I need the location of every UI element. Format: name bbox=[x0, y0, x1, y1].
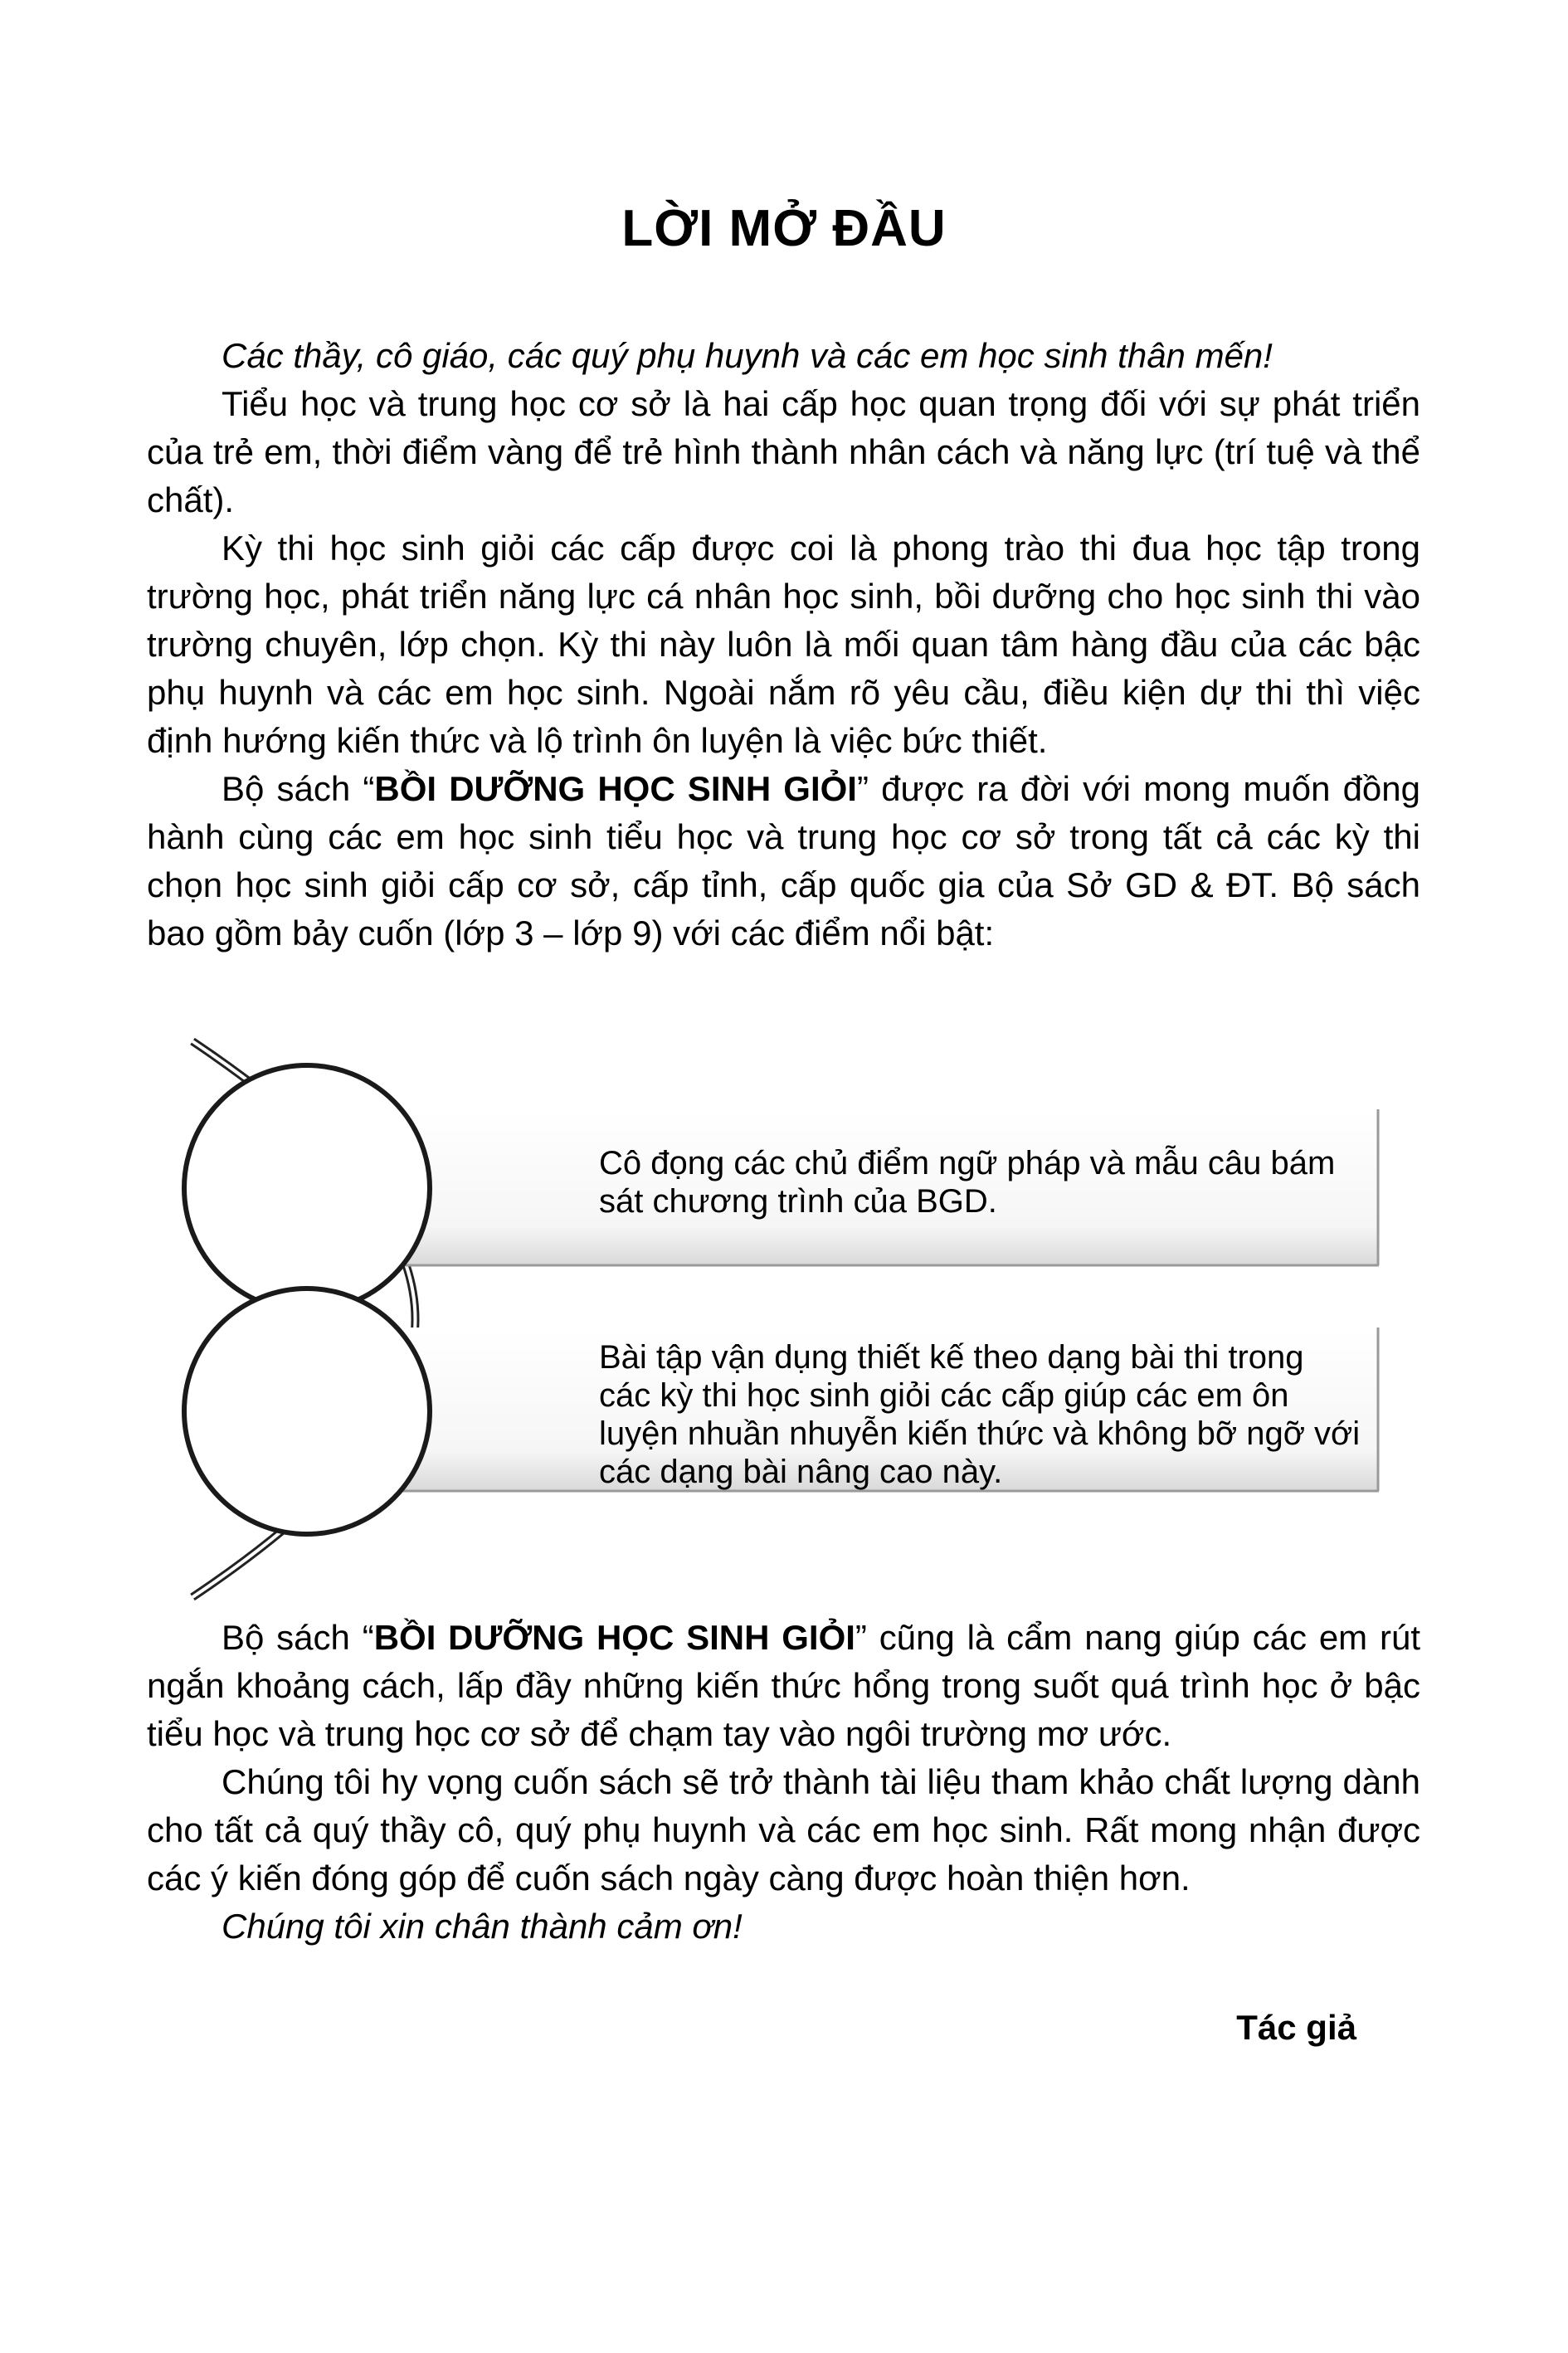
greeting: Các thầy, cô giáo, các quý phụ huynh và các em học sinh thân mến! bbox=[222, 336, 1273, 375]
text-run: Bộ sách “ bbox=[222, 1618, 374, 1657]
book-name: BỒI DƯỠNG HỌC SINH GIỎI bbox=[374, 769, 857, 808]
intro-paragraph-1: Tiểu học và trung học cơ sở là hai cấp học quan trọng đối với sự phát triển của trẻ em, thời điểm vàng để trẻ hình thành nhân cách và năng lực (trí tuệ và thể chất). bbox=[147, 384, 1420, 519]
outro-paragraph-2: Chúng tôi hy vọng cuốn sách sẽ trở thành tài liệu tham khảo chất lượng dành cho tất cả quý thầy cô, quý phụ huynh và các em học sinh. Rất mong nhận được các ý kiến đóng góp để cuốn sách ngày càng được hoàn thiện hơn. bbox=[147, 1762, 1420, 1898]
features-diagram bbox=[174, 1033, 1385, 1605]
feature-text: Bài tập vận dụng thiết kế theo dạng bài thi trong các kỳ thi học sinh giỏi các cấp giúp các em ôn luyện nhuần nhuyễn kiến thức và không bỡ ngỡ với các dạng bài nâng cao này. bbox=[599, 1339, 1361, 1490]
intro-paragraph-3 bbox=[147, 765, 1420, 957]
intro-section bbox=[147, 332, 1420, 957]
text-run: Bộ sách “ bbox=[222, 769, 375, 808]
feature-circle-2 bbox=[184, 1289, 430, 1534]
author-signature: Tác giả bbox=[1236, 2008, 1356, 2047]
text-run: ” cũng là cẩm nang giúp các em rút ngắn khoảng cách, lấp đầy những kiến thức hổng trong suốt quá trình học ở bậc tiểu học và trung học cơ sở để chạm tay vào ngôi trường mơ ước. bbox=[147, 1618, 1420, 1753]
feature-text: Cô đọng các chủ điểm ngữ pháp và mẫu câu bám sát chương trình của BGD. bbox=[599, 1145, 1336, 1220]
page-title: LỜI MỞ ĐẦU bbox=[621, 200, 947, 257]
closing-line: Chúng tôi xin chân thành cảm ơn! bbox=[222, 1907, 743, 1946]
feature-item bbox=[581, 1108, 1379, 1265]
book-name: BỒI DƯỠNG HỌC SINH GIỎI bbox=[373, 1618, 855, 1657]
intro-paragraph-2: Kỳ thi học sinh giỏi các cấp được coi là phong trào thi đua học tập trong trường học, phát triển năng lực cá nhân học sinh, bồi dưỡng cho học sinh thi vào trường chuyên, lớp chọn. Kỳ thi này luôn là mối quan tâm hàng đầu của các bậc phụ huynh và các em học sinh. Ngoài nắm rõ yêu cầu, điều kiện dự thi thì việc định hướng kiến thức và lộ trình ôn luyện là việc bức thiết. bbox=[147, 529, 1420, 760]
feature-circle-1 bbox=[184, 1065, 430, 1311]
feature-item bbox=[581, 1328, 1379, 1491]
text-run: ” được ra đời với mong muốn đồng hành cùng các em học sinh tiểu học và trung học cơ sở trong tất cả các kỳ thi chọn học sinh giỏi cấp cơ sở, cấp tỉnh, cấp quốc gia của Sở GD & ĐT. Bộ sách bao gồm bảy cuốn (lớp 3 – lớp 9) với các điểm nổi bật: bbox=[147, 769, 1420, 952]
outro-paragraph-1 bbox=[147, 1614, 1420, 1758]
outro-section bbox=[147, 1614, 1420, 1951]
